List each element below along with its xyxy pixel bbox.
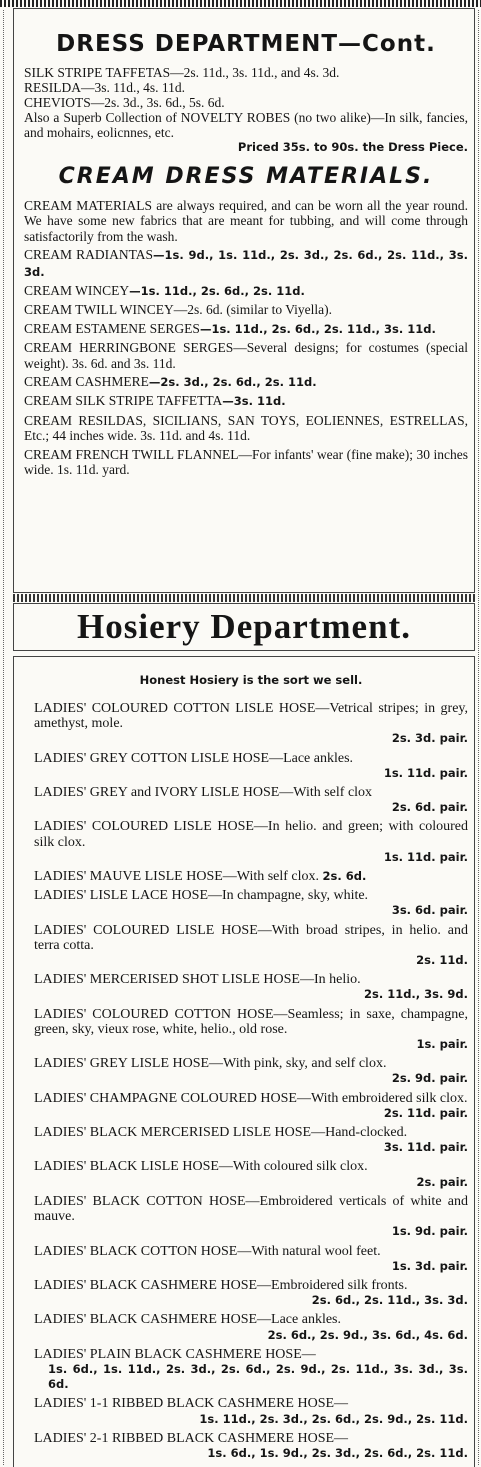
hosiery-item: LADIES' BLACK COTTON HOSE—With natural wool feet. 1s. 3d. pair. [34, 1243, 468, 1273]
top-border-rule [0, 0, 481, 7]
hosiery-item: LADIES' GREY COTTON LISLE HOSE—Lace ankles. 1s. 11d. pair. [34, 750, 468, 780]
section-separator-rule [13, 594, 475, 602]
hosiery-item: LADIES' 2-1 RIBBED BLACK CASHMERE HOSE— 1s. 6d., 1s. 9d., 2s. 3d., 2s. 6d., 2s. 11d. [34, 1430, 468, 1460]
hosiery-item: LADIES' COLOURED LISLE HOSE—With broad stripes, in helio. and terra cotta. 2s. 11d. [34, 922, 468, 968]
dress-department-box [13, 8, 475, 593]
hosiery-tagline: Honest Hosiery is the sort we sell. [139, 673, 363, 687]
cream-item: CREAM RADIANTAS—1s. 9d., 1s. 11d., 2s. 3d., 2s. 6d., 2s. 11d., 3s. 3d. [24, 247, 468, 279]
hosiery-item: LADIES' BLACK COTTON HOSE—Embroidered verticals of white and mauve. 1s. 9d. pair. [34, 1193, 468, 1239]
cream-item: CREAM TWILL WINCEY—2s. 6d. (similar to Viyella). [24, 302, 333, 318]
dress-line: CHEVIOTS—2s. 3d., 3s. 6d., 5s. 6d. [24, 95, 225, 110]
hosiery-item: LADIES' GREY LISLE HOSE—With pink, sky, and self clox. 2s. 9d. pair. [34, 1056, 468, 1086]
cream-item: CREAM ESTAMENE SERGES—1s. 11d., 2s. 6d., 2s. 11d., 3s. 11d. [24, 320, 436, 336]
hosiery-item: LADIES' PLAIN BLACK CASHMERE HOSE— 1s. 6d., 1s. 11d., 2s. 3d., 2s. 6d., 2s. 9d., 2s. 11d., 3s. 3d., 3s. 6d. [34, 1346, 468, 1392]
right-column-rule [478, 10, 480, 1465]
hosiery-item: LADIES' BLACK MERCERISED LISLE HOSE—Hand-clocked. 3s. 11d. pair. [34, 1125, 468, 1155]
hosiery-item: LADIES' COLOURED COTTON LISLE HOSE—Vetrical stripes; in grey, amethyst, mole. 2s. 3d. pair. [34, 701, 468, 746]
cream-item: CREAM FRENCH TWILL FLANNEL—For infants' wear (fine make); 30 inches wide. 1s. 11d. yard. [24, 446, 468, 478]
dress-line: RESILDA—3s. 11d., 4s. 11d. [24, 80, 186, 95]
hosiery-item: LADIES' COLOURED LISLE HOSE—In helio. and green; with coloured silk clox. 1s. 11d. pair. [34, 819, 468, 864]
hosiery-department-heading: Hosiery Department. [77, 607, 411, 646]
left-column-rule [3, 10, 5, 1465]
hosiery-item: LADIES' GREY and IVORY LISLE HOSE—With self clox 2s. 6d. pair. [34, 785, 468, 815]
hosiery-item: LADIES' LISLE LACE HOSE—In champagne, sky, white. 3s. 6d. pair. [34, 888, 468, 918]
cream-item: CREAM RESILDAS, SICILIANS, SAN TOYS, EOLIENNES, ESTRELLAS, Etc.; 44 inches wide. 3s. 11d. and 4s. 11d. [24, 412, 468, 444]
hosiery-item: LADIES' 1-1 RIBBED BLACK CASHMERE HOSE— 1s. 11d., 2s. 3d., 2s. 6d., 2s. 9d., 2s. 11d. [34, 1396, 468, 1426]
dress-line: Also a Superb Collection of NOVELTY ROBES (no two alike)—In silk, fancies, and mohairs, eolicnnes, etc. [24, 110, 468, 140]
hosiery-item: LADIES' COLOURED COTTON HOSE—Seamless; in saxe, champagne, green, sky, vieux rose, white, helio., old rose. 1s. pair. [34, 1006, 468, 1052]
dress-department-heading: DRESS DEPARTMENT—Cont. [56, 31, 436, 57]
cream-item: CREAM SILK STRIPE TAFFETTA—3s. 11d. [24, 393, 286, 409]
cream-item: CREAM WINCEY—1s. 11d., 2s. 6d., 2s. 11d. [24, 283, 305, 299]
hosiery-item: LADIES' MERCERISED SHOT LISLE HOSE—In helio. 2s. 11d., 3s. 9d. [34, 972, 468, 1002]
novelty-robes-price: Priced 35s. to 90s. the Dress Piece. [237, 140, 468, 154]
cream-intro: CREAM MATERIALS are always required, and can be worn all the year round. We have some new fabrics that are meant for tubbing, and will come through satisfactorily from the wash. [24, 198, 468, 244]
hosiery-items-box [13, 656, 475, 1467]
hosiery-heading-box [13, 603, 475, 651]
cream-item: CREAM HERRINGBONE SERGES—Several designs; for costumes (special weight). 3s. 6d. and 3s. 11d. [24, 340, 468, 371]
dress-line: SILK STRIPE TAFFETAS—2s. 11d., 3s. 11d., and 4s. 3d. [24, 65, 340, 80]
hosiery-item: LADIES' BLACK CASHMERE HOSE—Lace ankles. 2s. 6d., 2s. 9d., 3s. 6d., 4s. 6d. [34, 1312, 468, 1342]
hosiery-item: LADIES' BLACK LISLE HOSE—With coloured silk clox. 2s. pair. [34, 1159, 468, 1189]
cream-materials-heading: CREAM DRESS MATERIALS. [58, 164, 434, 189]
hosiery-item: LADIES' MAUVE LISLE HOSE—With self clox. 2s. 6d. [34, 869, 367, 885]
cream-item: CREAM CASHMERE—2s. 3d., 2s. 6d., 2s. 11d. [24, 374, 317, 390]
hosiery-item: LADIES' CHAMPAGNE COLOURED HOSE—With embroidered silk clox. 2s. 11d. pair. [34, 1090, 468, 1120]
hosiery-item: LADIES' BLACK CASHMERE HOSE—Embroidered silk fronts. 2s. 6d., 2s. 11d., 3s. 3d. [34, 1277, 468, 1308]
